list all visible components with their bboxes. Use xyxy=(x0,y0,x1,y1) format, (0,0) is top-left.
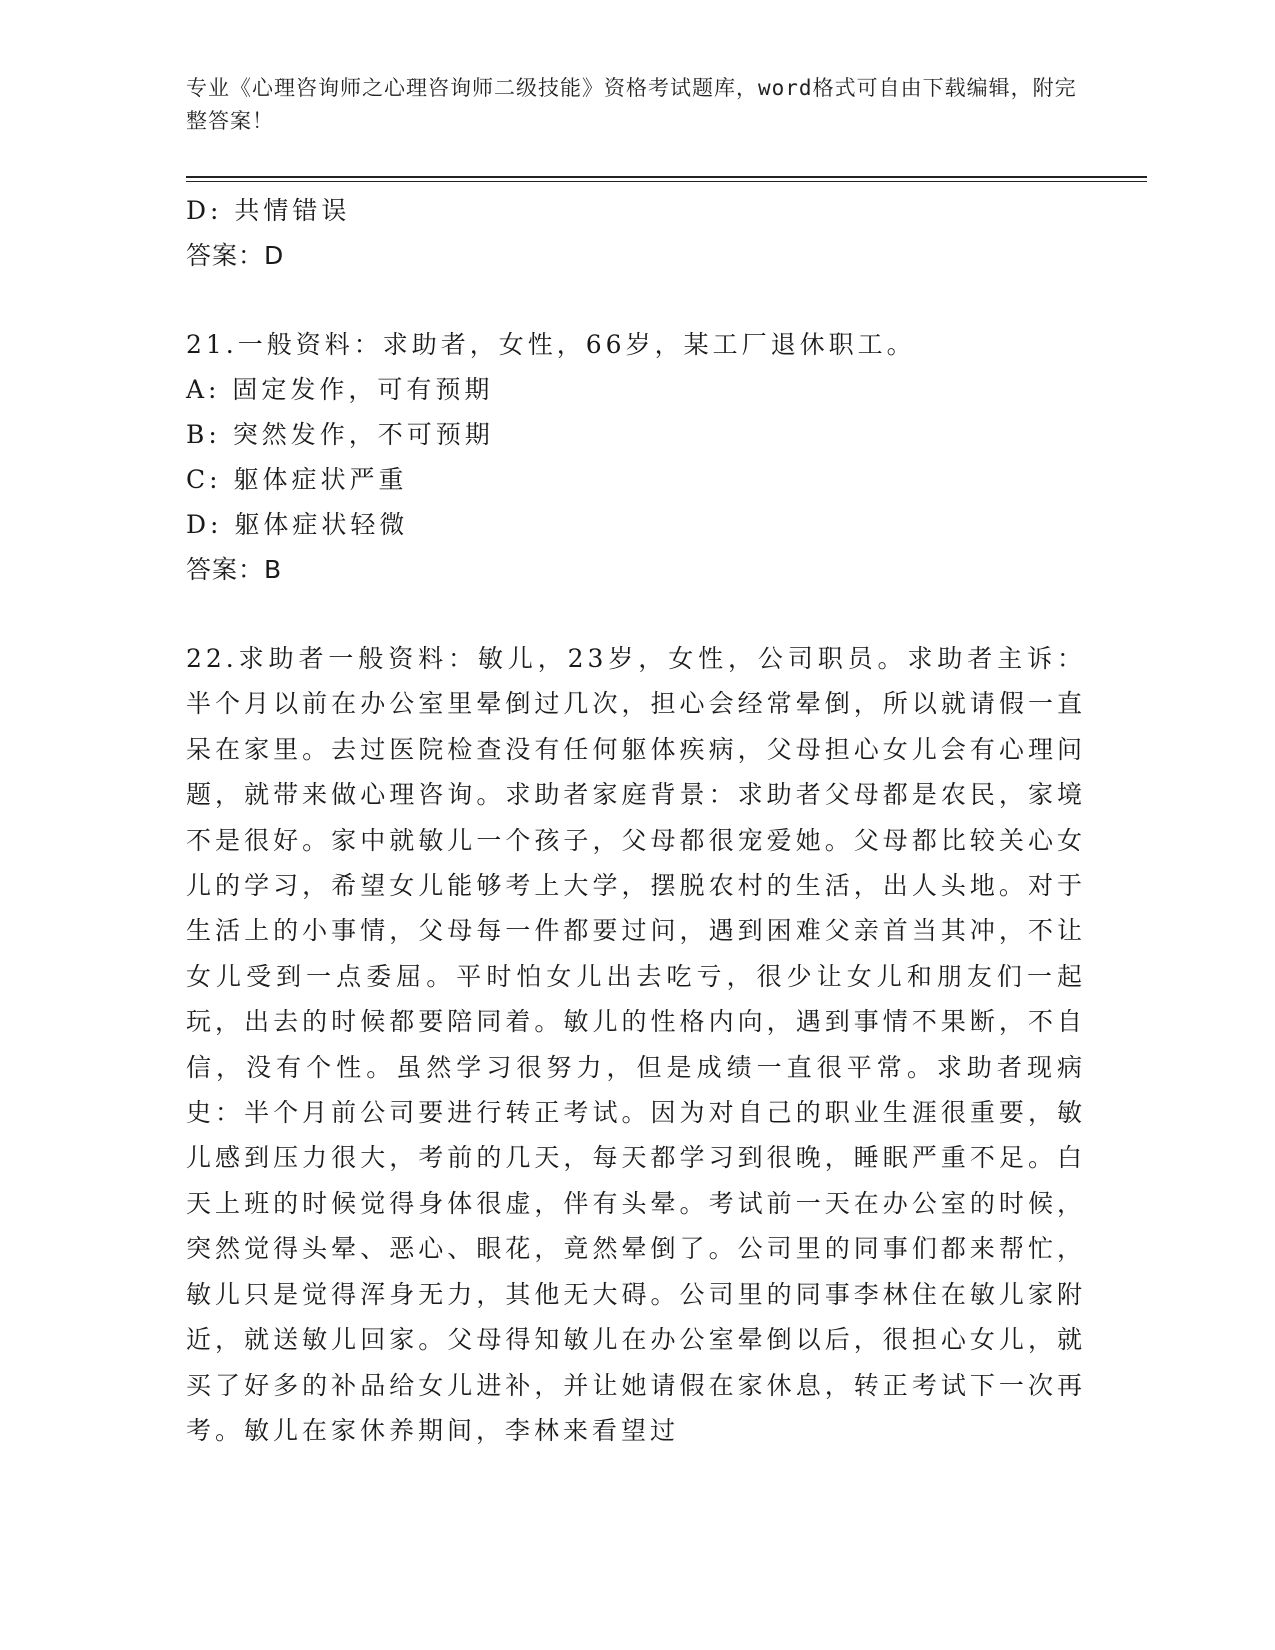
q22-stem: 22.求助者一般资料：敏儿，23岁，女性，公司职员。求助者主诉：半个月以前在办公室里晕倒过几次，担心会经常晕倒，所以就请假一直呆在家里。去过医院检查没有任何躯体疾病，父母担心女儿会有心理问题，就带来做心理咨询。求助者家庭背景：求助者父母都是农民，家境不是很好。家中就敏儿一个孩子，父母都很宠爱她。父母都比较关心女儿的学习，希望女儿能够考上大学，摆脱农村的生活，出人头地。对于生活上的小事情，父母每一件都要过问，遇到困难父亲首当其冲，不让女儿受到一点委屈。平时怕女儿出去吃亏，很少让女儿和朋友们一起玩，出去的时候都要陪同着。敏儿的性格内向，遇到事情不果断，不自信，没有个性。虽然学习很努力，但是成绩一直很平常。求助者现病史：半个月前公司要进行转正考试。因为对自己的职业生涯很重要，敏儿感到压力很大，考前的几天，每天都学习到很晚，睡眠严重不足。白天上班的时候觉得身体很虚，伴有头晕。考试前一天在办公室的时候，突然觉得头晕、恶心、眼花，竟然晕倒了。公司里的同事们都来帮忙，敏儿只是觉得浑身无力，其他无大碍。公司里的同事李林住在敏儿家附近，就送敏儿回家。父母得知敏儿在办公室晕倒以后，很担心女儿，就买了好多的补品给女儿进补，并让她请假在家休息，转正考试下一次再考。敏儿在家休养期间，李林来看望过 xyxy=(186,644,1086,1445)
spacer xyxy=(186,592,1086,636)
q21-option-b: B: 突然发作，不可预期 xyxy=(186,420,494,449)
document-header: 专业《心理咨询师之心理咨询师二级技能》资格考试题库，word格式可自由下载编辑，附完整答案！ xyxy=(186,76,1077,133)
q21-option-c: C: 躯体症状严重 xyxy=(186,465,408,494)
q21-option-a: A: 固定发作，可有预期 xyxy=(186,375,494,404)
q21-stem: 21.一般资料：求助者，女性，66岁，某工厂退休职工。 xyxy=(186,330,916,359)
q21-option-d: D: 躯体症状轻微 xyxy=(186,510,409,539)
header-rule-thick xyxy=(186,176,1147,178)
prev-option-d: D: 共情错误 xyxy=(186,196,351,225)
prev-answer: 答案：D xyxy=(186,241,285,270)
spacer xyxy=(186,278,1086,322)
q21-answer: 答案：B xyxy=(186,555,283,584)
document-body xyxy=(186,188,1086,1453)
header-rule-thin xyxy=(186,181,1147,182)
